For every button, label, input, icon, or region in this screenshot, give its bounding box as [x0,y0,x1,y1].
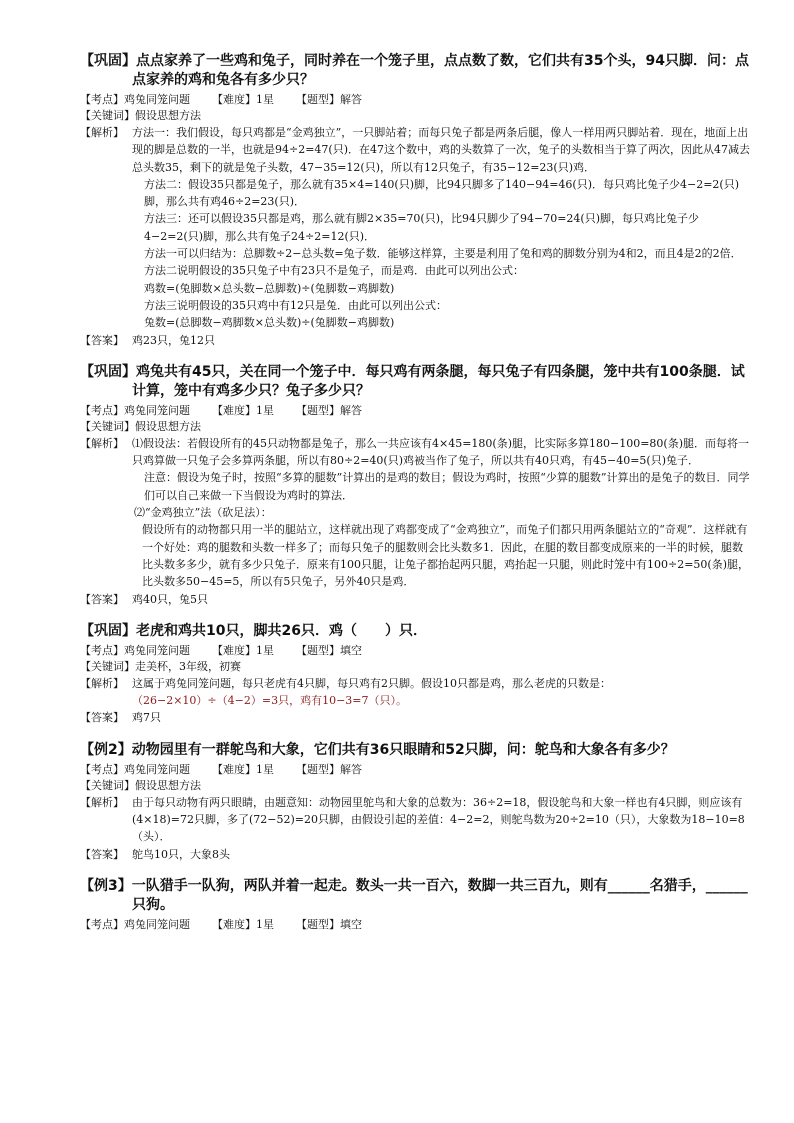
analysis-line: 由于每只动物有两只眼睛，由题意知：动物园里鸵鸟和大象的总数为：36÷2=18，假设鸵鸟和大象一样也有4只脚，则应该有(4×18)=72只脚，多了(72−52)=20只脚，由假设引起的差值：4−2=2，则鸵鸟数为20÷2=10（只），大象数为18−10=8（头）． [132,795,745,844]
problem-5 [80,877,750,933]
analysis-line: 这属于鸡兔同笼问题，每只老虎有4只脚，每只鸡有2只脚。假设10只都是鸡，那么老虎的只数是： [132,676,611,690]
analysis: 【解析】 这属于鸡兔同笼问题，每只老虎有4只脚，每只鸡有2只脚。假设10只都是鸡，那么老虎的只数是： （26−2×10）÷（4−2）=3只，鸡有10−3=7（只）。 [80,675,750,710]
analysis: 【解析】 ⑴假设法：若假设所有的45只动物都是兔子，那么一共应该有4×45=180(条)腿，比实际多算180−100=80(条)腿．而每将一只鸡算做一只兔子会多算两条腿，所以有80÷2=40(只)鸡被当作了兔子，所以共有40只鸡，有45−40=5(只)兔子． 注意：假设为兔子时，按照“多算的腿数”计算出的是鸡的数目；假设为鸡时，按照“少算的腿数”计算出的是兔子的数目．同学们可以自己来做一下当假设为鸡时的算法． ⑵“金鸡独立”法（砍足法）： 假设所有的动物都只用一半的腿站立，这样就出现了鸡都变成了“金鸡独立”，而兔子们都只用两条腿站立的“奇观”．这样就有一个好处：鸡的腿数和头数一样多了；而每只兔子的腿数则会比头数多1．因此，在腿的数目都变成原来的一半的时候，腿数比头数多多少，就有多少只兔子．原来有100只腿，让兔子都抬起两只腿，鸡抬起一只腿，则此时笼中有100÷2=50(条)腿，比头数多50−45=5，所以有5只兔子，另外40只是鸡． [80,435,750,591]
analysis-line: 方法二说明假设的35只兔子中有23只不是兔子，而是鸡．由此可以列出公式： [144,264,524,278]
answer: 【答案】 鸡23只，兔12只 [80,333,215,347]
problem-title: 【例3】一队猎手一队狗，两队并着一起走。数头一共一百六，数脚一共三百九，则有______名猎手，______只狗。 [80,877,748,913]
problem-3 [80,622,750,727]
analysis-line: 方法一：我们假设，每只鸡都是“金鸡独立”，一只脚站着；而每只兔子都是两条后腿，像人一样用两只脚站着．现在，地面上出现的脚是总数的一半，也就是94÷2=47(只)．在47这个数中，鸡的头数算了一次，兔子的头数相当于算了两次，因此从47减去总头数35，剩下的就是兔子头数，47−35=12(只)，所以有12只兔子，有35−12=23(只)鸡． [132,126,750,174]
method-1: ⑴假设法：若假设所有的45只动物都是兔子，那么一共应该有4×45=180(条)腿，比实际多算180−100=80(条)腿．而每将一只鸡算做一只兔子会多算两条腿，所以有80÷2=40(只)鸡被当作了兔子，所以共有40只鸡，有45−40=5(只)兔子． [132,436,750,468]
formula: 兔数=(总脚数−鸡脚数×总头数)÷(兔脚数−鸡脚数) [144,316,395,330]
analysis-line: 方法三：还可以假设35只都是鸡，那么就有脚2×35=70(只)，比94只脚少了94−70=24(只)脚，每只鸡比兔子少4−2=2(只)脚，那么共有兔子24÷2=12(只)． [144,212,700,243]
keyword-row: 【关键词】走美杯，3年级，初赛 [80,659,241,673]
method-1-note: 注意：假设为兔子时，按照“多算的腿数”计算出的是鸡的数目；假设为鸡时，按照“少算的腿数”计算出的是兔子的数目．同学们可以自己来做一下当假设为鸡时的算法． [144,471,750,502]
keyword-row: 【关键词】假设思想方法 [80,109,201,122]
meta-row: 【考点】鸡兔同笼问题 【难度】1星 【题型】解答 [80,93,362,106]
problem-1 [80,52,750,349]
analysis: 【解析】 由于每只动物有两只眼睛，由题意知：动物园里鸵鸟和大象的总数为：36÷2=18，假设鸵鸟和大象一样也有4只脚，则应该有(4×18)=72只脚，多了(72−52)=20只脚，由假设引起的差值：4−2=2，则鸵鸟数为20÷2=10（只），大象数为18−10=8（头）． [80,794,750,846]
analysis-line: 方法二：假设35只都是兔子，那么就有35×4=140(只)脚，比94只脚多了140−94=46(只)．每只鸡比兔子少4−2=2(只)脚，那么共有鸡46÷2=23(只)． [144,177,740,209]
problem-title: 【巩固】点点家养了一些鸡和兔子，同时养在一个笼子里，点点数了数，它们共有35个头，94只脚．问：点点家养的鸡和兔各有多少只？ [80,53,749,88]
document-page [80,52,750,947]
analysis-line: （26−2×10）÷（4−2）=3只，鸡有10−3=7（只）。 [132,694,407,708]
formula: 鸡数=(兔脚数×总头数−总脚数)÷(兔脚数−鸡脚数) [144,281,395,295]
meta-row: 【考点】鸡兔同笼问题 【难度】1星 【题型】填空 [80,917,362,931]
analysis: 【解析】 方法一：我们假设，每只鸡都是“金鸡独立”，一只脚站着；而每只兔子都是两条后腿，像人一样用两只脚站着．现在，地面上出现的脚是总数的一半，也就是94÷2=47(只)．在47这个数中，鸡的头数算了一次，兔子的头数相当于算了两次，因此从47减去总头数35，剩下的就是兔子头数，47−35=12(只)，所以有12只兔子，有35−12=23(只)鸡． 方法二：假设35只都是兔子，那么就有35×4=140(只)脚，比94只脚多了140−94=46(只)．每只鸡比兔子少4−2=2(只)脚，那么共有鸡46÷2=23(只)． 方法三：还可以假设35只都是鸡，那么就有脚2×35=70(只)，比94只脚少了94−70=24(只)脚，每只鸡比兔子少4−2=2(只)脚，那么共有兔子24÷2=12(只)． 方法一可以归结为：总脚数÷2−总头数=兔子数．能够这样算，主要是利用了兔和鸡的脚数分别为4和2，而且4是2的2倍． 方法二说明假设的35只兔子中有23只不是兔子，而是鸡．由此可以列出公式： 鸡数=(兔脚数×总头数−总脚数)÷(兔脚数−鸡脚数) 方法三说明假设的35只鸡中有12只是兔．由此可以列出公式： 兔数=(总脚数−鸡脚数×总头数)÷(兔脚数−鸡脚数) [80,124,750,332]
problem-4 [80,741,750,863]
problem-title: 【巩固】老虎和鸡共10只，脚共26只．鸡（ ）只． [80,622,427,639]
analysis-line: 方法三说明假设的35只鸡中有12只是兔．由此可以列出公式： [144,298,447,312]
analysis-line: 方法一可以归结为：总脚数÷2−总头数=兔子数．能够这样算，主要是利用了兔和鸡的脚数分别为4和2，而且4是2的2倍． [144,247,742,261]
answer: 【答案】 鸡40只，兔5只 [80,592,208,606]
problem-title: 【巩固】鸡兔共有45只，关在同一个笼子中．每只鸡有两条腿，每只兔子有四条腿，笼中共有100条腿．试计算，笼中有鸡多少只？兔子多少只？ [80,363,745,399]
answer: 【答案】 鸡7只 [80,711,161,725]
method-2-body: 假设所有的动物都只用一半的腿站立，这样就出现了鸡都变成了“金鸡独立”，而兔子们都只用两条腿站立的“奇观”．这样就有一个好处：鸡的腿数和头数一样多了；而每只兔子的腿数则会比头数多1．因此，在腿的数目都变成原来的一半的时候，腿数比头数多多少，就有多少只兔子．原来有100只腿，让兔子都抬起两只腿，鸡抬起一只腿，则此时笼中有100÷2=50(条)腿，比头数多50−45=5，所以有5只兔子，另外40只是鸡． [142,523,749,589]
problem-title: 【例2】动物园里有一群鸵鸟和大象，它们共有36只眼睛和52只脚，问：鸵鸟和大象各有多少？ [80,741,675,758]
method-2-head: ⑵“金鸡独立”法（砍足法）： [134,506,272,520]
keyword-row: 【关键词】假设思想方法 [80,778,201,792]
answer: 【答案】 鸵鸟10只，大象8头 [80,847,230,861]
keyword-row: 【关键词】假设思想方法 [80,419,201,433]
problem-2 [80,363,750,608]
meta-row: 【考点】鸡兔同笼问题 【难度】1星 【题型】解答 [80,762,362,776]
meta-row: 【考点】鸡兔同笼问题 【难度】1星 【题型】填空 [80,643,362,657]
meta-row: 【考点】鸡兔同笼问题 【难度】1星 【题型】解答 [80,403,362,417]
